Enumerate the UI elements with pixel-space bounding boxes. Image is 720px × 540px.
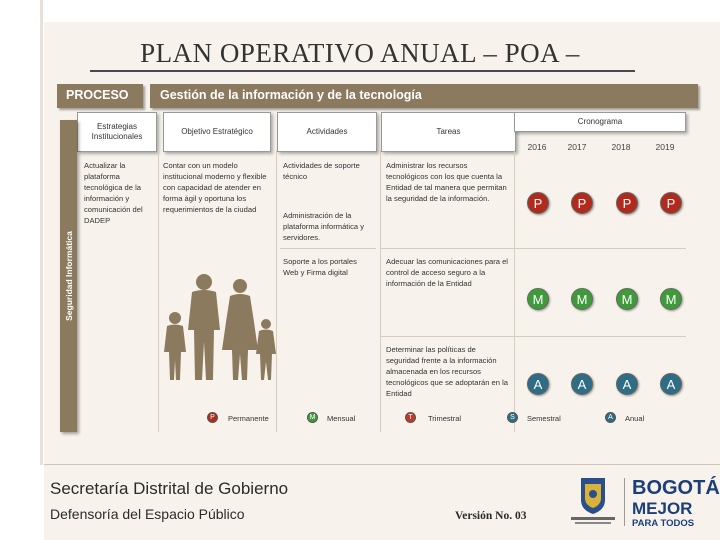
column-divider [380,150,381,432]
family-silhouette-icon [158,272,278,384]
page-title: PLAN OPERATIVO ANUAL – POA – [140,38,580,68]
footer-divider [44,464,720,465]
legend-anual-label: Anual [625,414,645,423]
schedule-2017-tarea-2: M [571,288,593,310]
legend-permanente-dot: P [207,412,218,423]
alcaldia-logo [567,474,619,529]
bogota-mejor-logo [630,474,720,530]
schedule-2016-tarea-1: P [527,192,549,214]
schedule-2016-tarea-2: M [527,288,549,310]
row-divider [380,248,686,249]
margin-stripe [40,0,43,465]
header-actividades: Actividades [277,112,377,152]
legend-mensual-label: Mensual [327,414,356,423]
schedule-2019-tarea-3: A [660,373,682,395]
schedule-2017-tarea-3: A [571,373,593,395]
legend-mensual-dot: M [307,412,318,423]
actividad-3: Soporte a los portales Web y Firma digital [283,257,357,277]
process-name: Gestión de la información y de la tecnología [160,88,422,102]
side-label: Seguridad Informática [63,231,74,321]
row-divider [280,248,376,249]
actividad-1: Actividades de soporte técnico [283,161,360,181]
header-objetivo: Objetivo Estratégico [163,112,271,152]
top-margin-band [44,0,720,22]
objetivo-text: Contar con un modelo institucional moderno y flexible con capacidad de atender en forma ágil y oportuna los requerimientos de la ciudad [163,161,267,214]
svg-text:PARA TODOS: PARA TODOS [632,518,695,529]
legend-trimestral-label: Trimestral [428,414,462,423]
legend-trimestral-dot: T [405,412,416,423]
logo-separator [624,478,625,526]
footer-org: Secretaría Distrital de Gobierno [50,479,289,498]
tarea-3: Determinar las políticas de seguridad frente a la información almacenada en los recursos tecnológicos que se adoptarán en la Entidad [386,345,509,398]
left-margin-band [0,0,44,540]
year-2018: 2018 [611,142,631,152]
process-label: PROCESO [66,88,129,102]
year-2019: 2019 [655,142,675,152]
year-2016: 2016 [527,142,547,152]
legend-semestral-dot: S [507,412,518,423]
schedule-2018-tarea-1: P [616,192,638,214]
actividad-2: Administración de la plataforma informática y servidores. [283,211,365,242]
year-2017: 2017 [567,142,587,152]
header-cronograma: Cronograma [514,112,686,132]
row-divider [380,336,686,337]
legend-semestral-label: Semestral [527,414,561,423]
title-underline [90,70,635,72]
schedule-2019-tarea-1: P [660,192,682,214]
estrategia-text: Actualizar la plataforma tecnológica de la información y comunicación del DADEP [84,161,143,225]
footer-version: Versión No. 03 [455,510,527,522]
schedule-2016-tarea-3: A [527,373,549,395]
column-divider [514,150,515,432]
svg-text:BOGOTÁ: BOGOTÁ [632,477,720,499]
schedule-2017-tarea-1: P [571,192,593,214]
header-estrategias: Estrategias Institucionales [77,112,157,152]
tarea-2: Adecuar las comunicaciones para el control de acceso seguro a la información de la Entidad [386,257,508,288]
legend-permanente-label: Permanente [228,414,269,423]
footer-dept: Defensoría del Espacio Público [50,506,245,522]
schedule-2018-tarea-3: A [616,373,638,395]
legend-anual-dot: A [605,412,616,423]
svg-text:MEJOR: MEJOR [632,499,693,518]
tarea-1: Administrar los recursos tecnológicos con los que cuenta la Entidad de tal manera que permitan la seguridad de la información. [386,161,507,203]
header-tareas: Tareas [381,112,516,152]
schedule-2019-tarea-2: M [660,288,682,310]
schedule-2018-tarea-2: M [616,288,638,310]
side-label-wrap [60,120,77,432]
